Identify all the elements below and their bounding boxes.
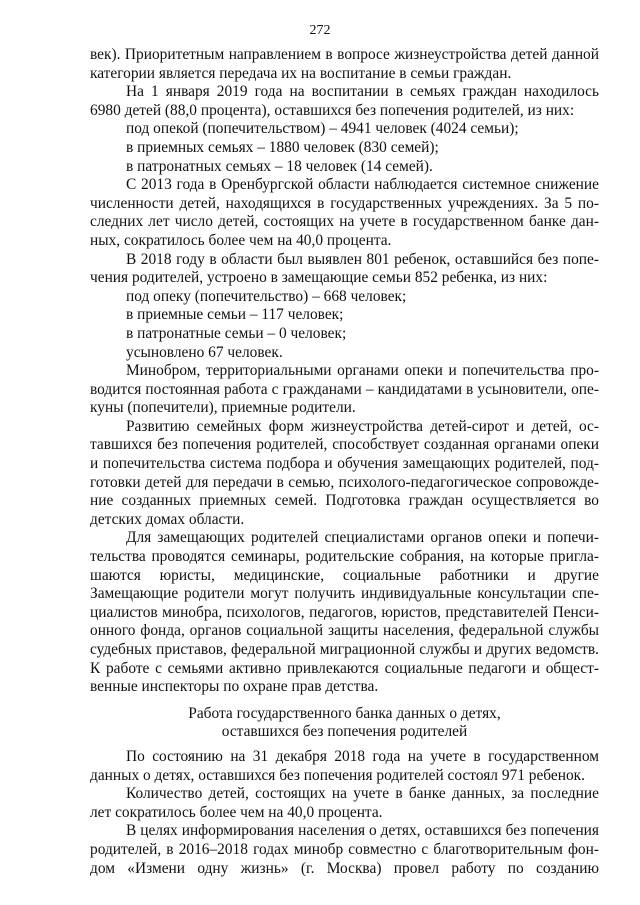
list-item: под опекой (попечительством) – 4941 человек (4024 семьи); xyxy=(126,120,519,138)
heading-line: оставшихся без попечения родителей xyxy=(221,723,468,741)
text-line: онного фонда, органов социальной защиты населения, федеральной службы xyxy=(90,622,599,640)
text-line: чения родителей, устроено в замещающие семьи 852 ребенка, из них: xyxy=(90,269,548,287)
paragraph xyxy=(90,83,599,120)
text-line: категории является передача их на воспитание в семьи граждан. xyxy=(90,64,512,82)
text-line: водится постоянная работа с гражданами – кандидатами в усыновители, опе- xyxy=(90,380,599,398)
text-line: Замещающие родители могут получить индивидуальные консультации спе- xyxy=(90,585,599,603)
text-line: В целях информирования населения о детях, оставшихся без попечения xyxy=(126,822,599,840)
page-number: 272 xyxy=(309,23,331,38)
text-line: венные инспекторы по охране прав детства. xyxy=(90,678,379,696)
list xyxy=(90,288,599,362)
heading-line: Работа государственного банка данных о детях, xyxy=(188,704,501,722)
list-item: усыновлено 67 человек. xyxy=(126,343,283,361)
paragraph xyxy=(90,362,599,418)
text-line: В 2018 году в области был выявлен 801 ребенок, оставшийся без попе- xyxy=(126,250,599,268)
paragraph xyxy=(90,418,599,530)
text-line: Развитию семейных форм жизнеустройства детей-сирот и детей, ос- xyxy=(126,417,599,435)
text-line: На 1 января 2019 года на воспитании в семьях граждан находилось xyxy=(126,83,599,101)
list-item: в патронатные семьи – 0 человек; xyxy=(126,324,347,342)
text-line: лет сократилось более чем на 40,0 процента. xyxy=(90,803,383,821)
section-heading xyxy=(90,705,599,742)
text-line: циалистов минобра, психологов, педагогов, юристов, представителей Пенси- xyxy=(90,603,599,621)
text-line: судебных приставов, федеральной миграционной службы и других ведомств. xyxy=(90,641,599,658)
text-line: численности детей, находящихся в государственных учреждениях. За 5 по- xyxy=(90,194,599,212)
list-item: в приемных семьях – 1880 человек (830 семей); xyxy=(126,138,439,156)
text-line: тельства проводятся семинары, родительские собрания, на которые пригла- xyxy=(90,548,599,566)
list-item: в приемные семьи – 117 человек; xyxy=(126,306,344,324)
text-line: шаются юристы, медицинские, социальные работники и другие xyxy=(90,566,599,584)
text-line: К работе с семьями активно привлекаются социальные педагоги и общест- xyxy=(90,659,599,677)
text-line: и попечительства система подбора и обучения замещающих родителей, под- xyxy=(90,455,599,473)
text-line: век). Приоритетным направлением в вопросе жизнеустройства детей данной xyxy=(90,46,599,63)
text-line: 6980 детей (88,0 процента), оставшихся без попечения родителей, из них: xyxy=(90,101,575,119)
text-line: тавшихся без попечения родителей, способствует созданная органами опеки xyxy=(90,436,599,454)
text-line: Для замещающих родителей специалистами органов опеки и попечи- xyxy=(126,529,599,547)
text-line: Количество детей, состоящих на учете в банке данных, за последние xyxy=(126,785,599,803)
paragraph xyxy=(90,176,599,250)
text-line: С 2013 года в Оренбургской области наблюдается системное снижение xyxy=(126,176,599,194)
paragraph xyxy=(90,822,599,878)
list xyxy=(90,120,599,176)
paragraph xyxy=(90,748,599,785)
text-line: По состоянию на 31 декабря 2018 года на учете в государственном xyxy=(126,747,599,765)
text-line: Минобром, территориальными органами опеки и попечительства про- xyxy=(126,362,599,380)
text-line: данных о детях, оставшихся без попечения родителей состоял 971 ребенок. xyxy=(90,766,586,784)
text-line: следних лет число детей, состоящих на учете в государственном банке дан- xyxy=(90,213,599,231)
text-line: дом «Измени одну жизнь» (г. Москва) провел работу по созданию xyxy=(90,859,599,877)
text-line: родителей, в 2016–2018 годах минобр совместно с благотворительным фон- xyxy=(90,840,599,858)
text-line: ние созданных приемных семей. Подготовка граждан осуществляется во xyxy=(90,492,599,510)
list-item: под опеку (попечительство) – 668 человек; xyxy=(126,287,407,305)
text-line: куны (попечители), приемные родители. xyxy=(90,399,356,417)
paragraph xyxy=(90,251,599,288)
text-line: готовки детей для передачи в семью, психолого-педагогическое сопровожде- xyxy=(90,473,599,491)
list-item: в патронатных семьях – 18 человек (14 семей). xyxy=(126,157,433,175)
paragraph xyxy=(90,785,599,822)
text-line: детских домах области. xyxy=(90,510,245,528)
paragraph xyxy=(90,529,599,696)
document-body xyxy=(90,46,599,878)
paragraph xyxy=(90,46,599,83)
text-line: ных, сократилось более чем на 40,0 процента. xyxy=(90,231,392,249)
